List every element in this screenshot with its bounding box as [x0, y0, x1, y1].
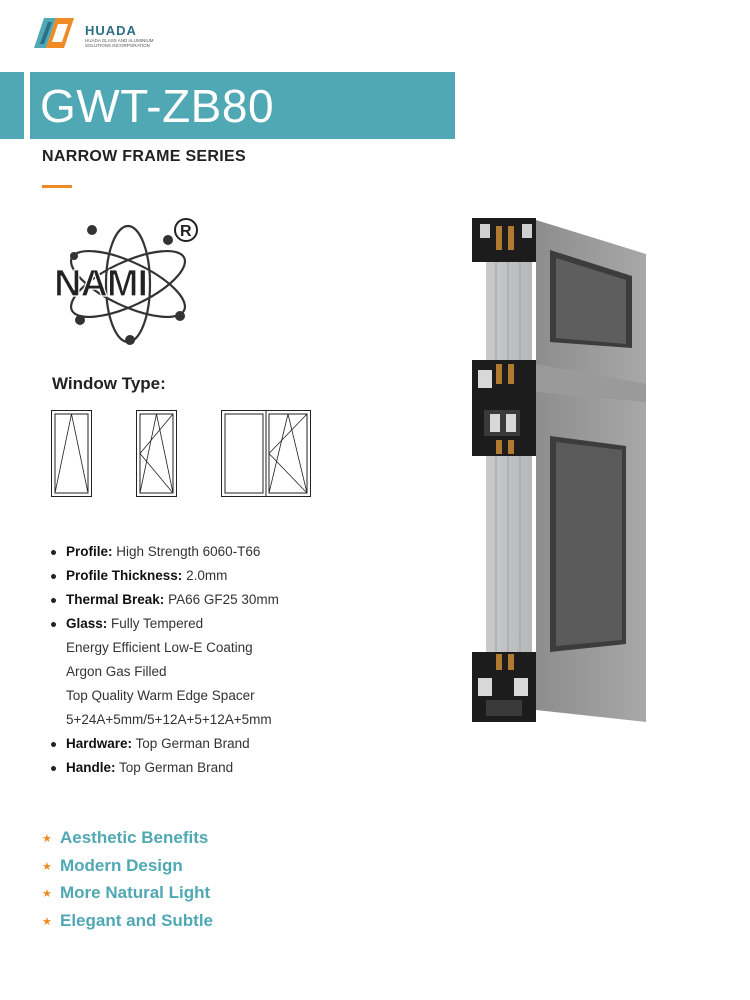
benefit-item: ★ Modern Design: [42, 854, 213, 882]
spec-continuation: Energy Efficient Low-E Coating: [66, 640, 253, 655]
product-title: GWT-ZB80: [40, 80, 275, 132]
spec-item: Handle: Top German Brand: [50, 756, 279, 780]
bullet-icon: [51, 766, 56, 771]
registered-icon: [175, 219, 197, 241]
benefit-item: ★ Elegant and Subtle: [42, 909, 213, 937]
spec-list: [50, 540, 279, 780]
spec-continuation: 5+24A+5mm/5+12A+5+12A+5mm: [66, 712, 272, 727]
window-profile-image: [466, 214, 650, 724]
brand-tagline: HUADA GLASS AND ALUMINIUM SOLUTIONS INCORPORATION: [85, 38, 154, 48]
spec-continuation: Argon Gas Filled: [66, 664, 167, 679]
bullet-icon: [51, 742, 56, 747]
star-icon: ★: [42, 860, 52, 873]
title-banner: [30, 72, 455, 139]
star-icon: ★: [42, 888, 52, 900]
title-accent-bar: [0, 72, 24, 139]
benefit-item: ★ Aesthetic Benefits: [42, 826, 213, 854]
spec-item: Profile: High Strength 6060-T66: [50, 540, 279, 564]
spec-item: Glass: Fully Tempered: [50, 612, 279, 636]
bullet-icon: [51, 550, 56, 555]
spec-item: Profile Thickness: 2.0mm: [50, 564, 279, 588]
star-icon: ★: [42, 915, 52, 928]
series-subtitle: NARROW FRAME SERIES: [42, 148, 246, 165]
bullet-icon: [51, 622, 56, 627]
tilt-turn-window-icon: [136, 410, 177, 497]
spec-item: Thermal Break: PA66 GF25 30mm: [50, 588, 279, 612]
brand-logo: [30, 14, 180, 54]
fixed-plus-tilt-turn-window-icon: [221, 410, 311, 497]
orange-divider: [42, 185, 72, 188]
benefit-item: ★ More Natural Light: [42, 881, 213, 909]
nami-certification-logo: [50, 212, 210, 347]
bullet-icon: [51, 598, 56, 603]
tilt-window-icon: [51, 410, 92, 497]
brand-name: HUADA: [85, 23, 137, 38]
nami-text: NAMI: [54, 263, 148, 305]
bullet-icon: [51, 574, 56, 579]
spec-item: Hardware: Top German Brand: [50, 732, 279, 756]
window-type-label: Window Type:: [52, 374, 166, 393]
spec-continuation: Top Quality Warm Edge Spacer: [66, 688, 255, 703]
benefit-list: [42, 826, 213, 936]
svg-text:R: R: [180, 223, 192, 240]
star-icon: ★: [42, 833, 52, 845]
huada-logo-icon: [30, 14, 80, 54]
